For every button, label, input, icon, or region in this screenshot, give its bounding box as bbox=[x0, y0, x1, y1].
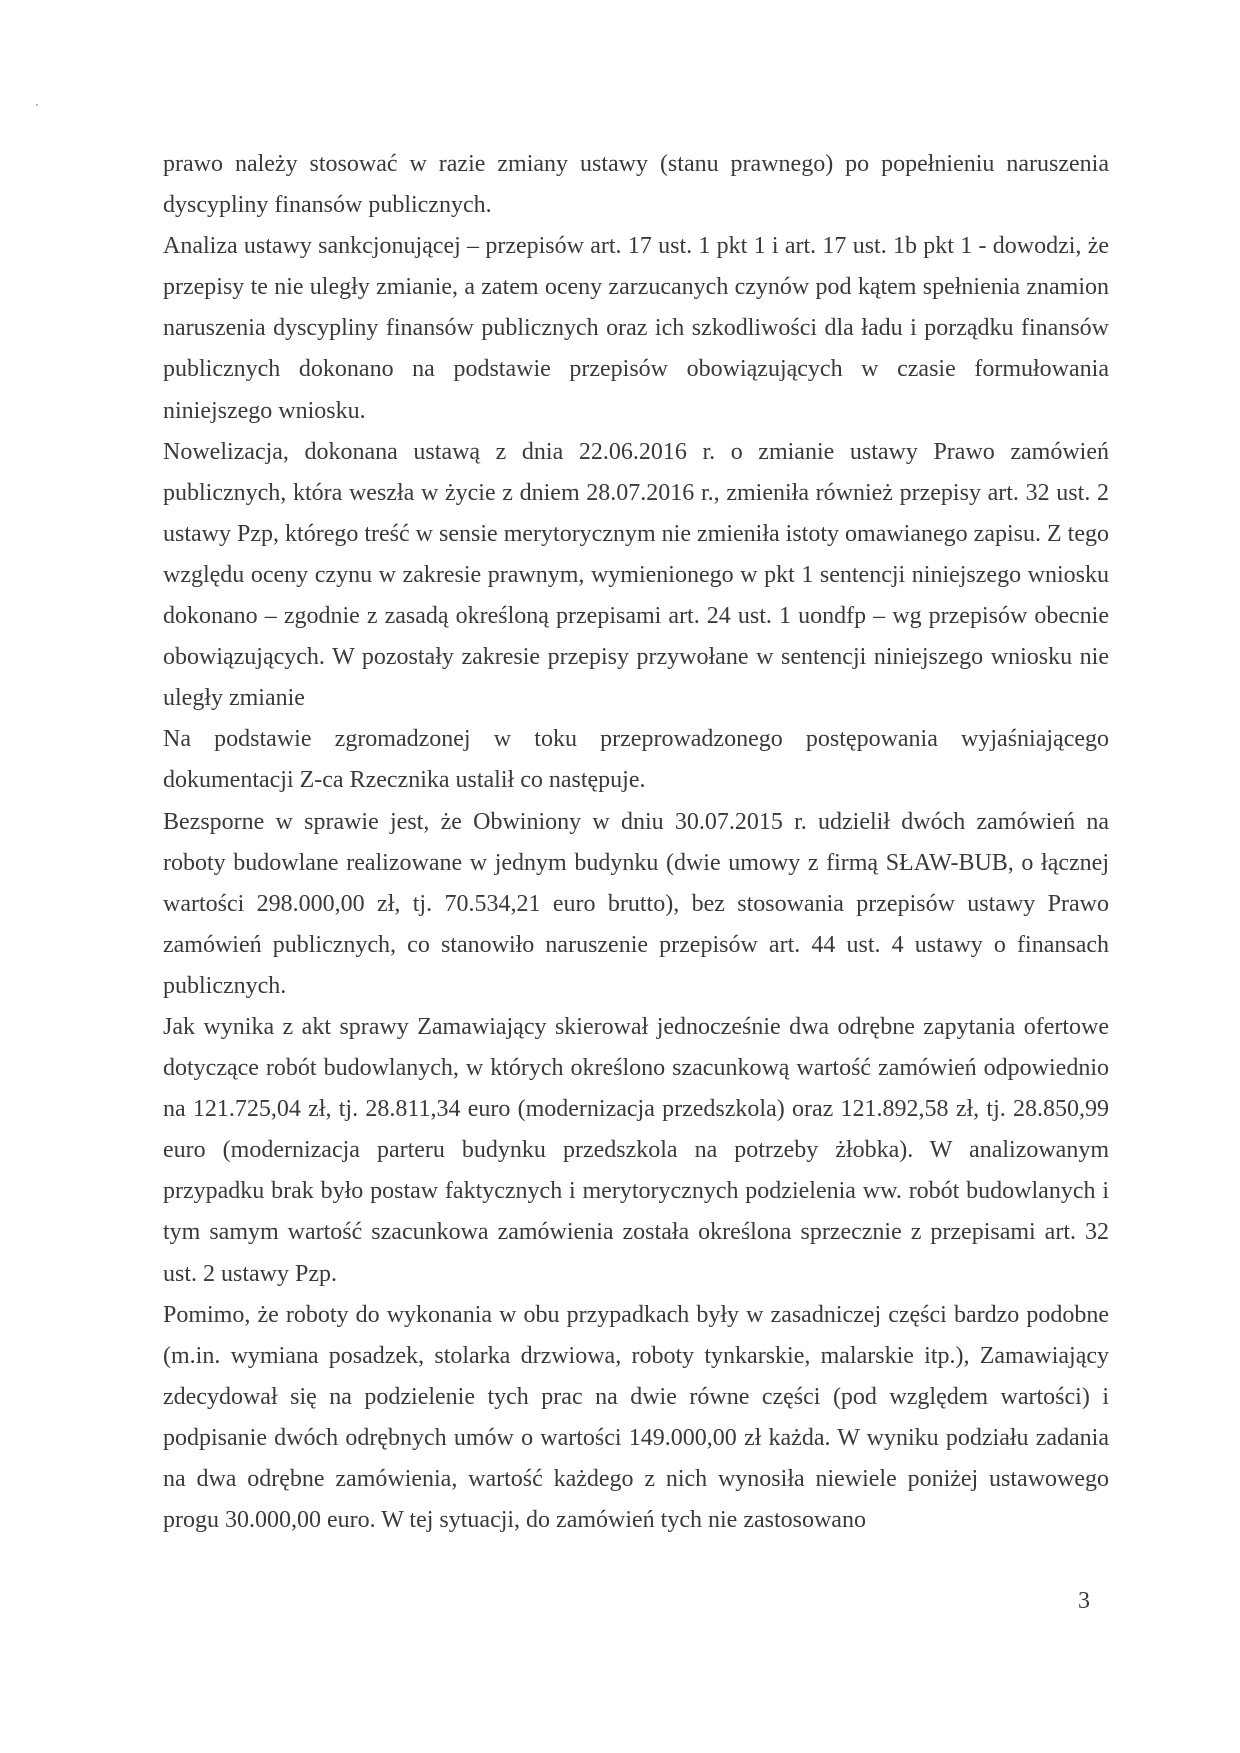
page-number: 3 bbox=[1078, 1588, 1090, 1614]
paragraph-undisputed-facts: Bezsporne w sprawie jest, że Obwiniony w dniu 30.07.2015 r. udzielił dwóch zamówień na roboty budowlane realizowane w jednym budynku (dwie umowy z firmą SŁAW-BUB, o łącznej wartości 298.000,00 zł, tj. 70.534,21 euro brutto), bez stosowania przepisów ustawy Prawo zamówień publicznych, co stanowiło naruszenie przepisów art. 44 ust. 4 ustawy o finansach publicznych. bbox=[163, 808, 1109, 999]
paragraph-intro-continuation: prawo należy stosować w razie zmiany ustawy (stanu prawnego) po popełnieniu naruszenia dyscypliny finansów publicznych. bbox=[163, 151, 1109, 219]
paragraph-sanction-act-analysis: Analiza ustawy sankcjonującej – przepisów art. 17 ust. 1 pkt 1 i art. 17 ust. 1b pkt 1 - dowodzi, że przepisy te nie uległy zmianie, a zatem oceny zarzucanych czynów pod kątem spełnienia znamion naruszenia dyscypliny finansów publicznych oraz ich szkodliwości dla ładu i porządku finansów publicznych dokonano na podstawie przepisów obowiązujących w czasie formułowania niniejszego wniosku. bbox=[163, 233, 1109, 424]
paragraph-case-files: Jak wynika z akt sprawy Zamawiający skierował jednocześnie dwa odrębne zapytania ofertowe dotyczące robót budowlanych, w których określono szacunkową wartość zamówień odpowiednio na 121.725,04 zł, tj. 28.811,34 euro (modernizacja przedszkola) oraz 121.892,58 zł, tj. 28.850,99 euro (modernizacja parteru budynku przedszkola na potrzeby żłobka). W analizowanym przypadku brak było postaw faktycznych i merytorycznych podzielenia ww. robót budowlanych i tym samym wartość szacunkowa zamówienia została określona sprzecznie z przepisami art. 32 ust. 2 ustawy Pzp. bbox=[163, 1013, 1109, 1287]
paragraph-findings-intro: Na podstawie zgromadzonej w toku przeprowadzonego postępowania wyjaśniającego dokumentacji Z-ca Rzecznika ustalił co następuje. bbox=[163, 726, 1109, 794]
paragraph-amendment: Nowelizacja, dokonana ustawą z dnia 22.06.2016 r. o zmianie ustawy Prawo zamówień publicznych, która weszła w życie z dniem 28.07.2016 r., zmieniła również przepisy art. 32 ust. 2 ustawy Pzp, którego treść w sensie merytorycznym nie zmieniła istoty omawianego zapisu. Z tego względu oceny czynu w zakresie prawnym, wymienionego w pkt 1 sentencji niniejszego wniosku dokonano – zgodnie z zasadą określoną przepisami art. 24 ust. 1 uondfp – wg przepisów obecnie obowiązujących. W pozostały zakresie przepisy przywołane w sentencji niniejszego wniosku nie uległy zmianie bbox=[163, 438, 1109, 712]
paragraph-works-division: Pomimo, że roboty do wykonania w obu przypadkach były w zasadniczej części bardzo podobne (m.in. wymiana posadzek, stolarka drzwiowa, roboty tynkarskie, malarskie itp.), Zamawiający zdecydował się na podzielenie tych prac na dwie równe części (pod względem wartości) i podpisanie dwóch odrębnych umów o wartości 149.000,00 zł każda. W wyniku podziału zadania na dwa odrębne zamówienia, wartość każdego z nich wynosiła niewiele poniżej ustawowego progu 30.000,00 euro. W tej sytuacji, do zamówień tych nie zastosowano bbox=[163, 1301, 1109, 1534]
document-body bbox=[163, 144, 1109, 1541]
scan-artifact bbox=[36, 104, 38, 106]
